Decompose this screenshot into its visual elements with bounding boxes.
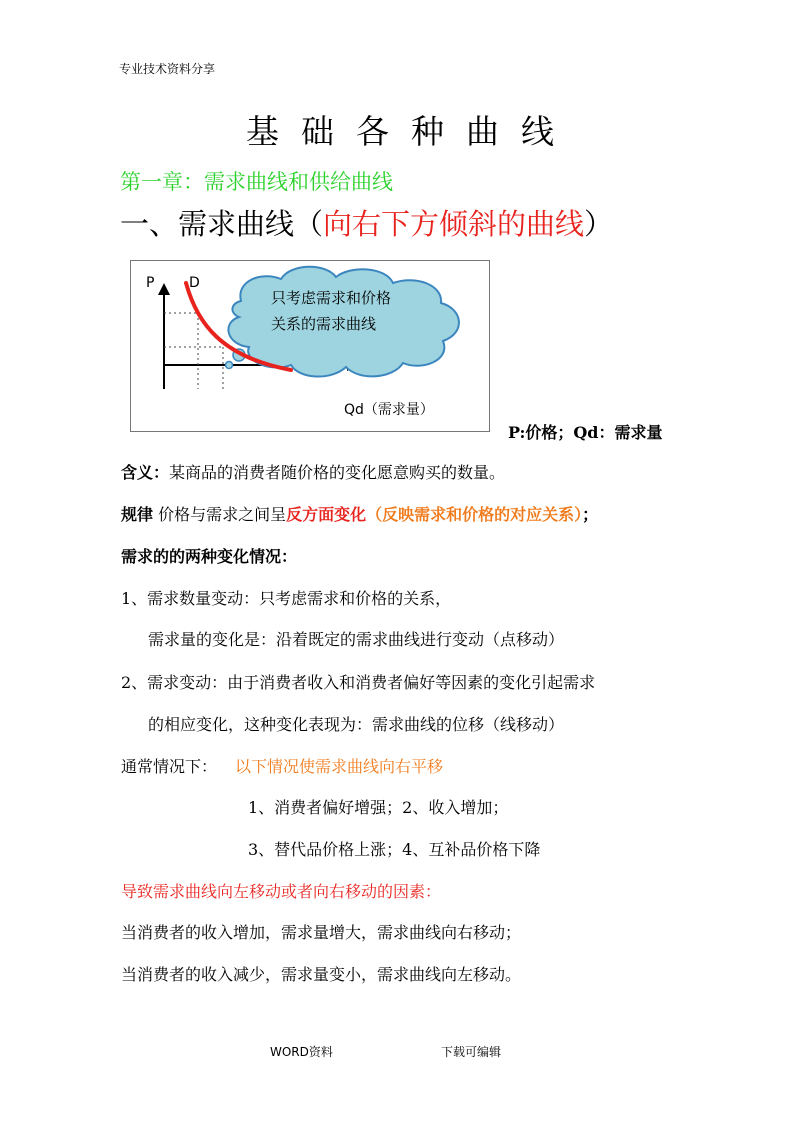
item2-line2: 的相应变化，这种变化表现为：需求曲线的位移（线移动）: [148, 715, 565, 734]
income-up-text: 当消费者的收入增加，需求量增大，需求曲线向右移动；: [121, 923, 522, 942]
section-highlight: 向右下方倾斜的曲线: [323, 207, 585, 241]
cases-line1: 1、消费者偏好增强；2、收入增加；: [248, 798, 509, 817]
cloud-text-line1: 只考虑需求和价格: [271, 289, 392, 307]
curve-label: D: [189, 275, 200, 291]
usual-label: 通常情况下：: [121, 757, 218, 776]
cloud-text-line2: 关系的需求曲线: [271, 315, 377, 333]
x-axis-label: Qd（需求量）: [344, 402, 434, 418]
meaning-label: 含义：: [121, 463, 170, 482]
chapter-heading: 第一章：需求曲线和供给曲线: [120, 170, 393, 194]
rule-end: ；: [582, 505, 599, 524]
cases-line2: 3、替代品价格上涨；4、互补品价格下降: [248, 840, 541, 859]
item1-line1: 1、需求数量变动：只考虑需求和价格的关系，: [121, 589, 452, 608]
header-note: 专业技术资料分享: [119, 62, 216, 76]
section-suffix: ）: [584, 207, 614, 241]
footer-right: 下载可编辑: [441, 1045, 502, 1059]
rule-note: （反映需求和价格的对应关系）: [366, 505, 583, 524]
income-down-text: 当消费者的收入减少，需求量变小，需求曲线向左移动。: [121, 965, 522, 984]
two-changes-heading: 需求的的两种变化情况：: [121, 547, 298, 566]
usual-paragraph: [121, 754, 443, 777]
cloud-bubble: [226, 362, 233, 369]
document-title: 基础各种曲线: [246, 112, 576, 151]
meaning-paragraph: [121, 460, 505, 483]
y-axis-label: P: [146, 275, 155, 291]
rule-paragraph: [121, 502, 598, 525]
rule-text: 价格与需求之间呈: [153, 505, 287, 524]
item2-line1: 2、需求变动：由于消费者收入和消费者偏好等因素的变化引起需求: [121, 673, 596, 692]
demand-curve-diagram: [131, 261, 489, 431]
section-heading: [120, 202, 613, 243]
factors-heading: 导致需求曲线向左移动或者向右移动的因素：: [121, 882, 442, 901]
item1-line2: 需求量的变化是：沿着既定的需求曲线进行变动（点移动）: [148, 630, 565, 649]
y-axis-arrow: [158, 283, 170, 295]
section-prefix: 一、需求曲线（: [120, 207, 324, 241]
usual-text: 以下情况使需求曲线向右平移: [235, 757, 444, 776]
rule-highlight: 反方面变化: [286, 505, 367, 524]
footer-left: WORD资料: [270, 1045, 333, 1059]
figure-legend: P:价格；Qd：需求量: [508, 423, 663, 442]
meaning-text: 某商品的消费者随价格的变化愿意购买的数量。: [169, 463, 506, 482]
rule-label: 规律: [121, 505, 154, 524]
demand-curve-figure: [130, 260, 490, 432]
